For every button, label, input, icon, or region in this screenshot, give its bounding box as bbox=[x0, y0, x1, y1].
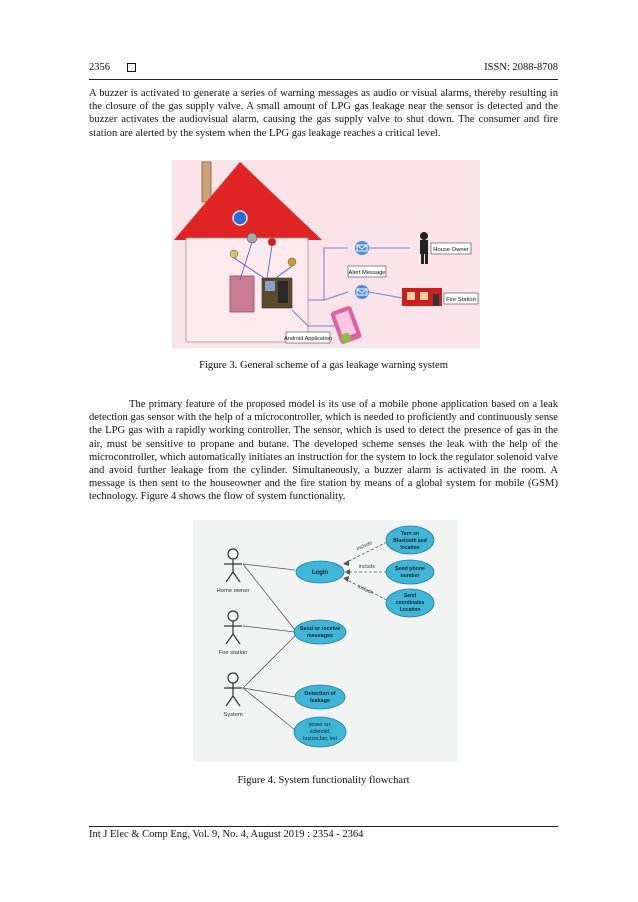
house-owner-figure bbox=[420, 232, 428, 264]
header-square-icon bbox=[127, 63, 136, 72]
use-case-detection-of-leakage bbox=[295, 685, 345, 709]
fire-station-building bbox=[402, 288, 442, 306]
fan-icon bbox=[247, 233, 257, 243]
board-chip bbox=[265, 281, 275, 291]
use-case-login bbox=[296, 561, 344, 583]
svg-text:number: number bbox=[400, 573, 420, 579]
alert-message-label: Alert Message bbox=[348, 270, 386, 276]
house-owner-label: House Owner bbox=[433, 247, 469, 253]
svg-text:Send or receive: Send or receive bbox=[299, 626, 341, 632]
android-application-label: Android Application bbox=[284, 336, 332, 342]
header-rule bbox=[89, 79, 558, 80]
svg-text:Location: Location bbox=[399, 607, 421, 613]
fire-station-label: Fire Station bbox=[446, 297, 476, 303]
svg-text:power on:: power on: bbox=[308, 722, 332, 728]
issn-label: ISSN: 2088-8708 bbox=[484, 62, 558, 73]
include-label: include bbox=[358, 564, 376, 570]
gas-sensor-icon bbox=[288, 258, 296, 266]
mail-icon bbox=[355, 241, 369, 255]
svg-text:leakage: leakage bbox=[310, 698, 330, 704]
figure-3-caption: Figure 3. General scheme of a gas leakage warning system bbox=[199, 360, 448, 371]
door bbox=[230, 276, 254, 312]
round-window bbox=[233, 211, 247, 225]
figure-3-gas-leak-scheme bbox=[172, 160, 480, 348]
svg-text:Detection of: Detection of bbox=[304, 691, 336, 697]
android-logo-icon bbox=[341, 333, 351, 343]
use-case-send-receive-messages bbox=[294, 620, 346, 644]
figure-4-caption: Figure 4. System functionality flowchart bbox=[237, 775, 410, 786]
buzzer-icon bbox=[268, 238, 276, 246]
actor-label: Home owner bbox=[216, 588, 250, 594]
svg-text:location: location bbox=[400, 545, 420, 551]
led-icon bbox=[230, 250, 238, 258]
svg-text:coordinates: coordinates bbox=[395, 600, 425, 606]
svg-text:solenoid,: solenoid, bbox=[309, 729, 331, 735]
svg-text:Bluetooth and: Bluetooth and bbox=[393, 538, 427, 544]
use-case-send-coordinates bbox=[386, 589, 434, 617]
paragraph-proposed-model: The primary feature of the proposed model is its use of a mobile phone application based on a leak detection gas sensor with the help of a microcontroller, which is needed to proficiently and continuously sense the LPG gas with a rapidly working controller. The sensor, which is used to detect the presence of gas in the air, must be sensitive to propane and butane. The developed scheme senses the leak with the help of the microcontroller, which automatically initiates an instruction for the system to lock the regulator solenoid valve and avoid further leakage from the cylinder. Simultaneously, a buzzer alarm is activated in the room. A message is then sent to the houseowner and the fire station by means of a global system for mobile (GSM) technology. Figure 4 shows the flow of system functionality. bbox=[89, 399, 558, 503]
gsm-module bbox=[278, 281, 288, 303]
page-number: 2356 bbox=[89, 62, 110, 73]
mail-icon bbox=[355, 285, 369, 299]
use-case-turn-on-bluetooth bbox=[386, 526, 434, 554]
footer-rule bbox=[89, 826, 558, 827]
include-label: include bbox=[355, 539, 374, 553]
actor-label: Fire station bbox=[218, 650, 248, 656]
actor-label: System bbox=[223, 712, 243, 718]
include-label: include bbox=[356, 583, 375, 597]
svg-text:buzzer,fan, led: buzzer,fan, led bbox=[303, 736, 337, 742]
svg-text:Send: Send bbox=[403, 593, 417, 599]
svg-text:Turn on: Turn on bbox=[400, 531, 420, 537]
paragraph-buzzer: A buzzer is activated to generate a series of warning messages as audio or visual alarms, thereby resulting in the closure of the gas supply valve. A small amount of LPG gas leakage near the sensor is detected and the buzzer activates the audiovisual alarm, causing the gas supply valve to shut down. The consumer and fire station are alerted by the system when the LPG gas leakage reaches a critical level. bbox=[89, 88, 558, 139]
svg-text:messages: messages bbox=[306, 633, 334, 639]
journal-citation-footer: Int J Elec & Comp Eng, Vol. 9, No. 4, August 2019 : 2354 - 2364 bbox=[89, 829, 364, 840]
svg-text:Login: Login bbox=[311, 570, 329, 576]
use-case-power-on bbox=[294, 717, 346, 747]
chimney bbox=[202, 162, 211, 202]
use-case-send-phone-number bbox=[386, 560, 434, 584]
svg-text:Send phone: Send phone bbox=[395, 566, 425, 572]
page-header bbox=[89, 62, 558, 78]
figure-4-use-case-diagram bbox=[193, 520, 458, 762]
